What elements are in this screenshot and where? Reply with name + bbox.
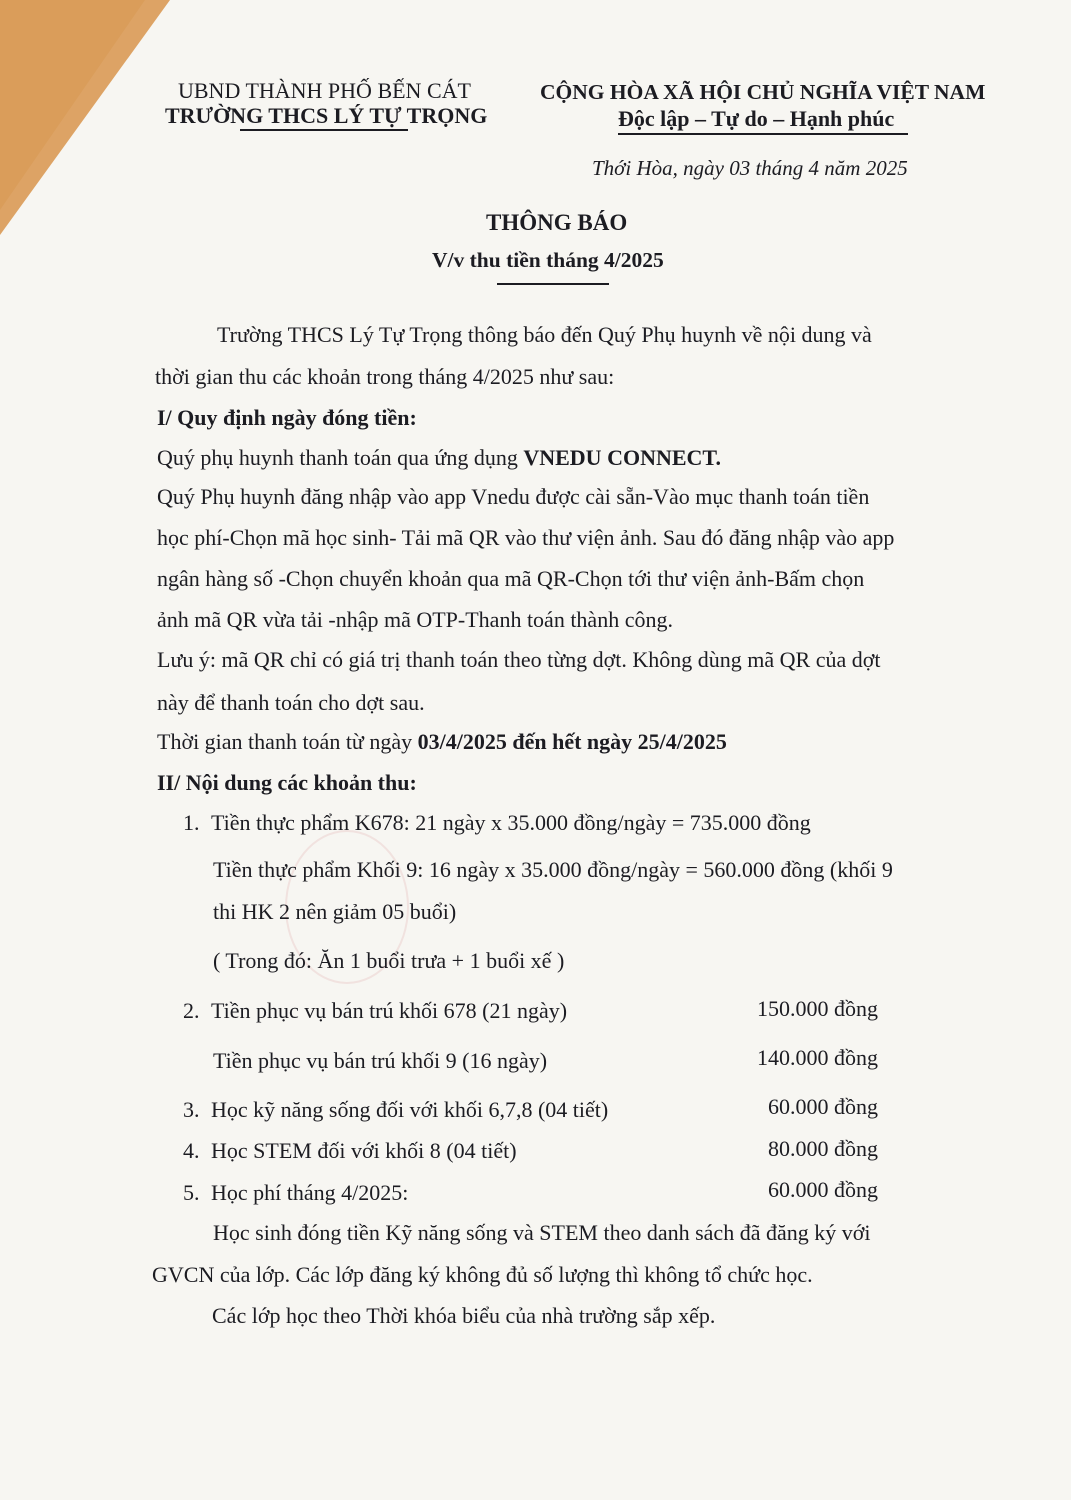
- item-1-line-2: Tiền thực phẩm Khối 9: 16 ngày x 35.000 đồng/ngày = 560.000 đồng (khối 9: [213, 857, 893, 882]
- closing-line-3: Các lớp học theo Thời khóa biểu của nhà trường sắp xếp.: [212, 1303, 716, 1328]
- item-3-number: 3.: [183, 1097, 200, 1122]
- item-2-line-1: [183, 998, 567, 1024]
- authority-name: UBND THÀNH PHỐ BẾN CÁT: [178, 78, 471, 103]
- item-1-number: 1.: [183, 810, 200, 835]
- item-4-label: Học STEM đối với khối 8 (04 tiết): [211, 1138, 517, 1163]
- document-subject: V/v thu tiền tháng 4/2025: [432, 248, 664, 272]
- note-line-2: này để thanh toán cho dợt sau.: [157, 690, 425, 715]
- item-3-amount: 60.000 đồng: [768, 1094, 878, 1119]
- item-4-number: 4.: [183, 1138, 200, 1163]
- national-motto: Độc lập – Tự do – Hạnh phúc: [618, 106, 895, 131]
- item-5-label: Học phí tháng 4/2025:: [211, 1180, 409, 1205]
- step-line-3: ngân hàng số -Chọn chuyển khoản qua mã QR-Chọn tới thư viện ảnh-Bấm chọn: [157, 566, 865, 591]
- school-name: TRƯỜNG THCS LÝ TỰ TRỌNG: [165, 103, 488, 128]
- item-1-line-4: ( Trong đó: Ăn 1 buổi trưa + 1 buổi xế ): [213, 948, 565, 973]
- motto-underline: [618, 133, 908, 135]
- item-1-text: Tiền thực phẩm K678: 21 ngày x 35.000 đồng/ngày = 735.000 đồng: [211, 810, 811, 835]
- item-5-amount: 60.000 đồng: [768, 1177, 878, 1202]
- closing-line-1: Học sinh đóng tiền Kỹ năng sống và STEM theo danh sách đã đăng ký với: [213, 1220, 871, 1245]
- page-edge: [0, 0, 170, 235]
- item-1-line-3: thi HK 2 nên giảm 05 buổi): [213, 899, 457, 924]
- step-line-4: ảnh mã QR vừa tải -nhập mã OTP-Thanh toán thành công.: [157, 607, 673, 632]
- payment-app-name: VNEDU CONNECT.: [523, 445, 721, 470]
- step-line-2: học phí-Chọn mã học sinh- Tải mã QR vào thư viện ảnh. Sau đó đăng nhập vào app: [157, 525, 895, 550]
- item-4-line: [183, 1138, 517, 1164]
- section-2-heading: II/ Nội dung các khoản thu:: [157, 770, 417, 795]
- payment-time-prefix: Thời gian thanh toán từ ngày: [157, 729, 418, 754]
- item-2-amount: 150.000 đồng: [757, 996, 878, 1021]
- item-5-number: 5.: [183, 1180, 200, 1205]
- item-2-number: 2.: [183, 998, 200, 1023]
- section-1-heading: I/ Quy định ngày đóng tiền:: [157, 405, 417, 430]
- item-2-amount-b: 140.000 đồng: [757, 1045, 878, 1070]
- item-2-line-2: Tiền phục vụ bán trú khối 9 (16 ngày): [213, 1048, 548, 1073]
- intro-line-1: Trường THCS Lý Tự Trọng thông báo đến Quý Phụ huynh về nội dung và: [217, 322, 872, 347]
- closing-line-2: GVCN của lớp. Các lớp đăng ký không đủ số lượng thì không tổ chức học.: [152, 1262, 813, 1287]
- payment-app-prefix: Quý phụ huynh thanh toán qua ứng dụng: [157, 445, 524, 470]
- step-line-1: Quý Phụ huynh đăng nhập vào app Vnedu được cài sẵn-Vào mục thanh toán tiền: [157, 484, 870, 509]
- school-name-underline: [240, 129, 408, 131]
- payment-app-line: [157, 445, 721, 471]
- item-3-label: Học kỹ năng sống đối với khối 6,7,8 (04 tiết): [211, 1097, 609, 1122]
- document-title: THÔNG BÁO: [486, 210, 628, 235]
- payment-time-range: 03/4/2025 đến hết ngày 25/4/2025: [417, 729, 727, 754]
- payment-time-line: [157, 729, 727, 755]
- item-2-label: Tiền phục vụ bán trú khối 678 (21 ngày): [211, 998, 568, 1023]
- intro-line-2: thời gian thu các khoản trong tháng 4/2025 như sau:: [155, 364, 615, 389]
- item-5-line: [183, 1180, 408, 1206]
- item-4-amount: 80.000 đồng: [768, 1136, 878, 1161]
- item-1-line-1: [183, 810, 811, 836]
- item-3-line: [183, 1097, 608, 1123]
- note-line-1: Lưu ý: mã QR chỉ có giá trị thanh toán theo từng dợt. Không dùng mã QR của dợt: [157, 647, 881, 672]
- title-divider: [497, 283, 609, 285]
- date-line: Thới Hòa, ngày 03 tháng 4 năm 2025: [592, 156, 908, 180]
- national-title: CỘNG HÒA XÃ HỘI CHỦ NGHĨA VIỆT NAM: [540, 80, 986, 104]
